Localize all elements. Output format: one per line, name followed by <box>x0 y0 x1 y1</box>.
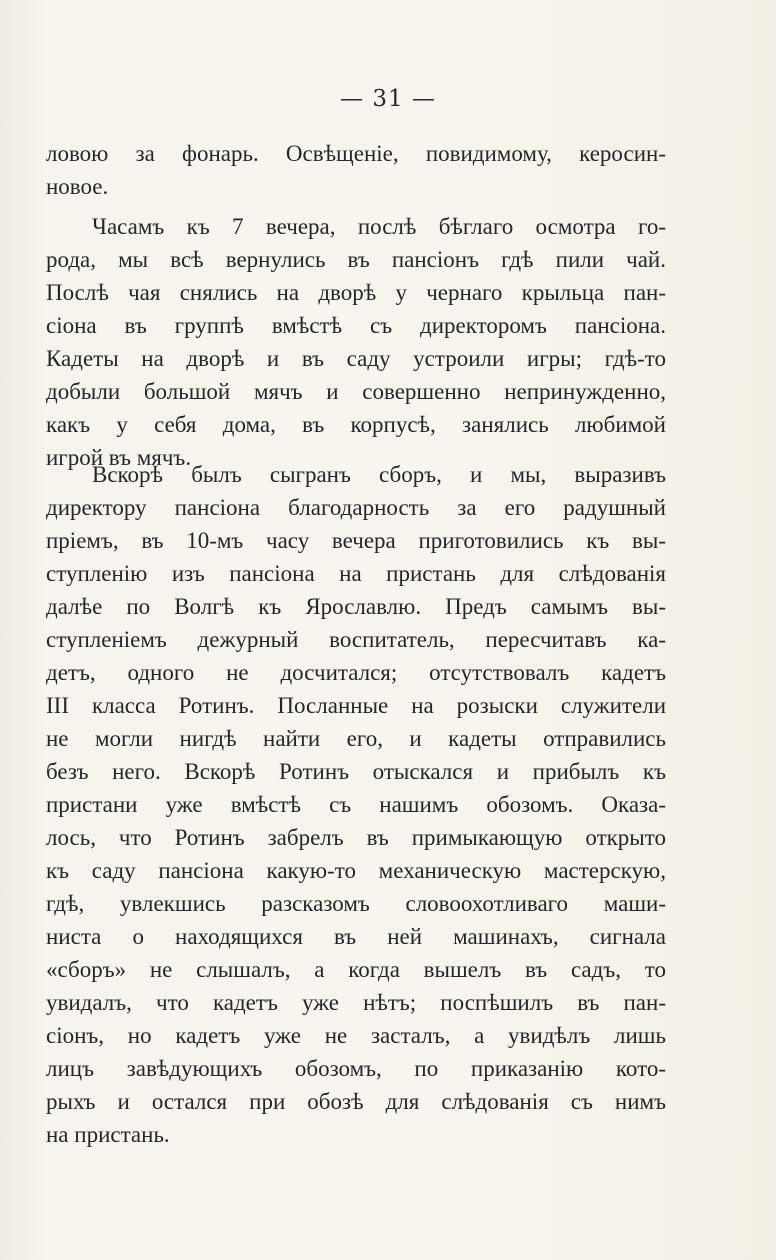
text-line: игрой въ мячъ. <box>46 445 192 470</box>
text-line: какъ у себя дома, въ корпусѣ, занялись любимой <box>46 412 666 437</box>
text-line: далѣе по Волгѣ къ Ярославлю. Предъ самымъ вы- <box>46 594 666 619</box>
text-line: Вскорѣ былъ сыгранъ сборъ, и мы, выразивъ <box>92 462 666 487</box>
text-line: добыли большой мячъ и совершенно непринужденно, <box>46 379 666 404</box>
text-line: гдѣ, увлекшись разсказомъ словоохотливаго маши- <box>46 891 666 916</box>
text-line: ступленіемъ дежурный воспитатель, пересчитавъ ка- <box>46 627 666 652</box>
text-line: къ саду пансіона какую-то механическую мастерскую, <box>46 858 666 883</box>
text-line: лицъ завѣдующихъ обозомъ, по приказанію кото- <box>46 1056 666 1081</box>
paragraph-evening <box>46 210 666 474</box>
text-line: III класса Ротинъ. Посланные на розыски служители <box>46 693 666 718</box>
text-line: увидалъ, что кадетъ уже нѣтъ; поспѣшилъ въ пан- <box>46 990 666 1015</box>
text-line: Кадеты на дворѣ и въ саду устроили игры; гдѣ-то <box>46 346 666 371</box>
page-number: — 31 — <box>340 86 436 112</box>
text-line: директору пансіона благодарность за его радушный <box>46 495 666 520</box>
text-line: ниста о находящихся въ ней машинахъ, сигнала <box>46 924 666 949</box>
text-line: сіонъ, но кадетъ уже не засталъ, а увидѣлъ лишь <box>46 1023 666 1048</box>
text-line: рода, мы всѣ вернулись въ пансіонъ гдѣ пили чай. <box>46 247 666 272</box>
text-line: рыхъ и остался при обозѣ для слѣдованія съ нимъ <box>46 1089 666 1114</box>
text-line: сіона въ группѣ вмѣстѣ съ директоромъ пансіона. <box>46 313 666 338</box>
text-line: ступленію изъ пансіона на пристань для слѣдованія <box>46 561 666 586</box>
text-line: детъ, одного не досчитался; отсутствовалъ кадетъ <box>46 660 666 685</box>
text-line: новое. <box>46 174 109 199</box>
paragraph-departure <box>46 458 666 1151</box>
paragraph-continuation <box>46 137 666 203</box>
text-line: пристани уже вмѣстѣ съ нашимъ обозомъ. Оказа- <box>46 792 666 817</box>
text-line: на пристань. <box>46 1122 170 1147</box>
text-line: Часамъ къ 7 вечера, послѣ бѣглаго осмотра го- <box>92 214 666 239</box>
text-line: безъ него. Вскорѣ Ротинъ отыскался и прибылъ къ <box>46 759 666 784</box>
text-line: пріемъ, въ 10-мъ часу вечера приготовились къ вы- <box>46 528 666 553</box>
text-line: ловою за фонарь. Освѣщеніе, повидимому, керосин- <box>46 141 666 166</box>
text-line: Послѣ чая снялись на дворѣ у чернаго крыльца пан- <box>46 280 666 305</box>
text-line: «сборъ» не слышалъ, а когда вышелъ въ садъ, то <box>46 957 666 982</box>
text-line: не могли нигдѣ найти его, и кадеты отправились <box>46 726 666 751</box>
text-line: лось, что Ротинъ забрелъ въ примыкающую открыто <box>46 825 666 850</box>
